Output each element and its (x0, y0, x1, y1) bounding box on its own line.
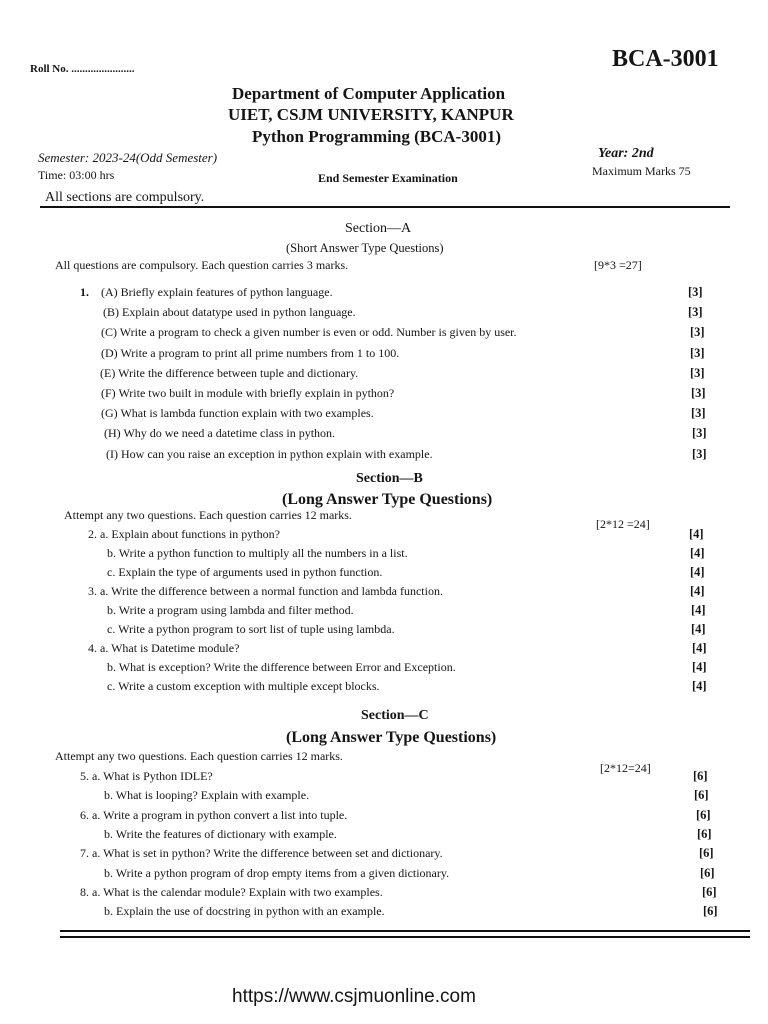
question-marks: [4] (691, 603, 706, 617)
roll-no: Roll No. ....................... (30, 63, 135, 75)
question-text: b. Explain the use of docstring in python with an example. (104, 904, 385, 919)
question-text: b. Write a program using lambda and filter method. (107, 603, 354, 617)
question-marks: [6] (700, 865, 715, 880)
question-text: b. What is exception? Write the difference between Error and Exception. (107, 660, 456, 674)
question-text: b. Write a python function to multiply all the numbers in a list. (107, 546, 408, 560)
question-text: (F) Write two built in module with briefly explain in python? (101, 386, 395, 400)
general-instruction: All sections are compulsory. (45, 190, 205, 205)
question-number: 1. (80, 285, 89, 299)
question-marks: [6] (699, 846, 714, 861)
question-marks: [4] (690, 565, 705, 579)
question-text: (G) What is lambda function explain with two examples. (101, 406, 374, 421)
question-marks: [3] (691, 386, 706, 400)
question-text: c. Write a custom exception with multiple except blocks. (107, 679, 380, 693)
question-marks: [6] (693, 769, 708, 783)
section-c-total: [2*12=24] (600, 761, 651, 775)
year: Year: 2nd (598, 146, 654, 161)
question-text: (I) How can you raise an exception in python explain with example. (106, 446, 433, 461)
section-a-total: [9*3 =27] (594, 258, 642, 272)
question-marks: [3] (690, 325, 705, 340)
question-text: (A) Briefly explain features of python language. (101, 285, 333, 299)
section-b-title: Section—B (356, 471, 423, 486)
section-c-title: Section—C (361, 708, 429, 723)
question-marks: [3] (692, 426, 707, 441)
section-c-instruction: Attempt any two questions. Each question carries 12 marks. (55, 749, 343, 763)
question-marks: [4] (691, 622, 706, 636)
question-marks: [6] (703, 904, 718, 919)
question-marks: [6] (697, 826, 712, 841)
question-text: 3. a. Write the difference between a normal function and lambda function. (88, 584, 443, 598)
subject: Python Programming (BCA-3001) (252, 127, 501, 146)
section-a-title: Section—A (345, 221, 412, 236)
question-text: c. Explain the type of arguments used in python function. (107, 565, 383, 579)
question-text: (H) Why do we need a datetime class in python. (104, 426, 336, 441)
question-text: (E) Write the difference between tuple and dictionary. (100, 365, 359, 380)
question-text: 8. a. What is the calendar module? Explain with two examples. (80, 884, 383, 899)
question-marks: [6] (696, 807, 711, 822)
question-text: 6. a. Write a program in python convert a list into tuple. (80, 807, 348, 822)
question-marks: [4] (690, 546, 705, 560)
section-a-instruction: All questions are compulsory. Each question carries 3 marks. (55, 258, 349, 272)
bottom-rule-1 (60, 930, 750, 932)
paper-code: BCA-3001 (612, 46, 719, 72)
section-c-subtitle: (Long Answer Type Questions) (286, 729, 497, 746)
footer-url[interactable]: https://www.csjmuonline.com (232, 986, 476, 1007)
institute: UIET, CSJM UNIVERSITY, KANPUR (228, 105, 514, 124)
question-text: (D) Write a program to print all prime numbers from 1 to 100. (101, 345, 400, 360)
section-b-instruction: Attempt any two questions. Each question carries 12 marks. (64, 508, 352, 522)
question-text: b. Write a python program of drop empty items from a given dictionary. (104, 865, 450, 880)
question-marks: [4] (692, 679, 707, 693)
bottom-rule-2 (60, 936, 750, 938)
question-marks: [4] (692, 641, 707, 655)
question-text: 2. a. Explain about functions in python? (88, 527, 280, 541)
semester: Semester: 2023-24(Odd Semester) (38, 150, 218, 165)
question-text: 5. a. What is Python IDLE? (80, 769, 213, 783)
question-marks: [3] (688, 305, 703, 320)
question-marks: [3] (690, 345, 705, 360)
question-text: 4. a. What is Datetime module? (88, 641, 240, 655)
header-divider (40, 206, 730, 208)
question-marks: [3] (691, 406, 706, 421)
section-a-subtitle: (Short Answer Type Questions) (286, 241, 444, 255)
question-marks: [3] (692, 446, 707, 461)
question-marks: [4] (689, 527, 704, 541)
question-marks: [4] (692, 660, 707, 674)
section-b-total: [2*12 =24] (596, 517, 650, 531)
time: Time: 03:00 hrs (38, 168, 115, 182)
max-marks: Maximum Marks 75 (592, 164, 691, 178)
exam-title: End Semester Examination (318, 171, 458, 185)
question-marks: [6] (702, 884, 717, 899)
section-b-subtitle: (Long Answer Type Questions) (282, 491, 493, 508)
question-text: c. Write a python program to sort list of tuple using lambda. (107, 622, 395, 636)
question-text: b. What is looping? Explain with example. (104, 788, 310, 803)
question-marks: [6] (694, 788, 709, 803)
department: Department of Computer Application (232, 84, 506, 103)
question-marks: [3] (690, 365, 705, 380)
question-marks: [4] (690, 584, 705, 598)
question-text: b. Write the features of dictionary with example. (104, 826, 337, 841)
question-text: (B) Explain about datatype used in python language. (103, 305, 356, 320)
question-text: (C) Write a program to check a given number is even or odd. Number is given by user. (101, 325, 517, 340)
question-marks: [3] (688, 285, 703, 299)
question-text: 7. a. What is set in python? Write the difference between set and dictionary. (80, 846, 443, 861)
